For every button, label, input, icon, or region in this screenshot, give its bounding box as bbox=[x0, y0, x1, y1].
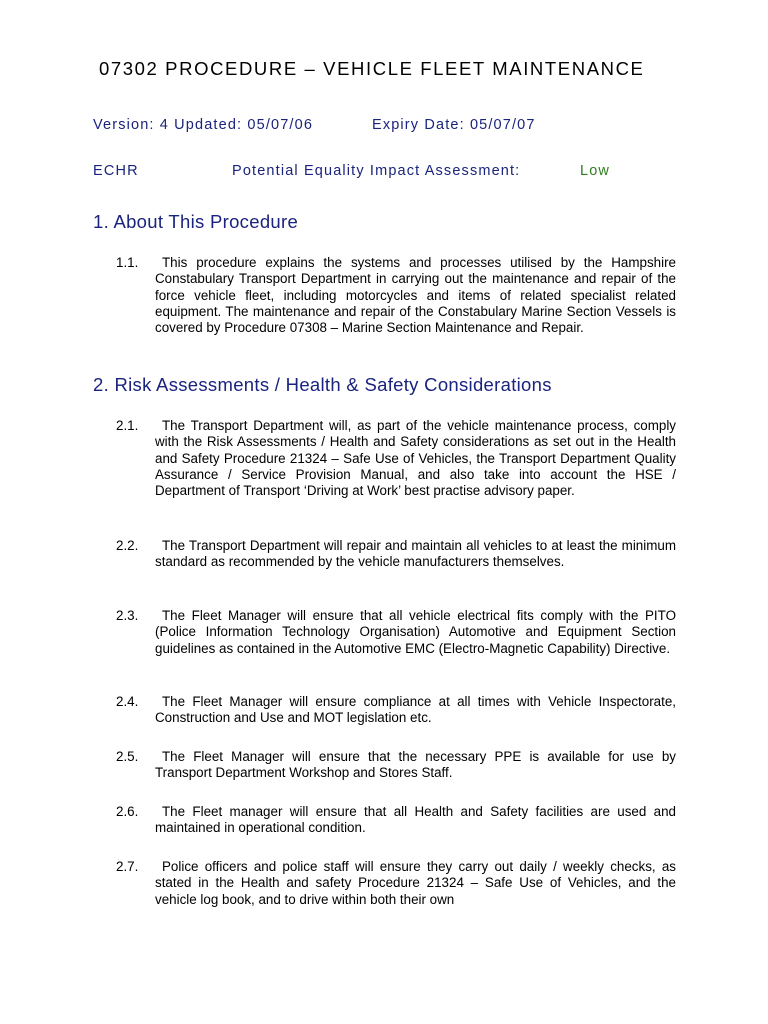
paragraph-text: Police officers and police staff will ensure they carry out daily / weekly checks, as stated in the Health and safety Procedure 21324 – Safe Use of Vehicles, and the vehicle log book, and to drive within both their own bbox=[155, 859, 676, 907]
paragraph-number: 2.5. bbox=[116, 749, 139, 764]
paragraph-2-6 bbox=[116, 804, 676, 837]
version-info: Version: 4 Updated: 05/07/06 bbox=[93, 117, 314, 133]
paragraph-2-3 bbox=[116, 608, 676, 657]
paragraph-1-1 bbox=[116, 255, 676, 336]
paragraph-text: The Fleet Manager will ensure that all vehicle electrical fits comply with the PITO (Police Information Technology Organisation) Automotive and Equipment Section guidelines as contained in the Automotive EMC (Electro-Magnetic Capability) Directive. bbox=[155, 608, 676, 656]
paragraph-number: 2.7. bbox=[116, 859, 139, 874]
section-heading-risk-assessments: 2. Risk Assessments / Health & Safety Considerations bbox=[93, 374, 552, 395]
paragraph-number: 2.2. bbox=[116, 538, 139, 553]
paragraph-text: The Transport Department will repair and maintain all vehicles to at least the minimum standard as recommended by the vehicle manufacturers themselves. bbox=[155, 538, 676, 570]
paragraph-text: This procedure explains the systems and processes utilised by the Hampshire Constabulary Transport Department in carrying out the maintenance and repair of the force vehicle fleet, including motorcycles and items of related specialist related equipment. The maintenance and repair of the Constabulary Marine Section Vessels is covered by Procedure 07308 – Marine Section Maintenance and Repair. bbox=[155, 255, 676, 336]
paragraph-number: 2.6. bbox=[116, 804, 139, 819]
paragraph-number: 2.4. bbox=[116, 694, 139, 709]
paragraph-text: The Fleet Manager will ensure compliance at all times with Vehicle Inspectorate, Construction and Use and MOT legislation etc. bbox=[155, 694, 676, 726]
expiry-date: Expiry Date: 05/07/07 bbox=[372, 117, 536, 133]
section-heading-about: 1. About This Procedure bbox=[93, 211, 299, 232]
equality-assessment-label: Potential Equality Impact Assessment: bbox=[232, 163, 521, 179]
paragraph-2-2 bbox=[116, 538, 676, 571]
paragraph-text: The Transport Department will, as part of the vehicle maintenance process, comply with the Risk Assessments / Health and Safety considerations as set out in the Health and Safety Procedure 21324 – Safe Use of Vehicles, the Transport Department Quality Assurance / Service Provision Manual, and also take into account the HSE / Department of Transport ‘Driving at Work’ best practise advisory paper. bbox=[155, 418, 676, 499]
paragraph-2-1 bbox=[116, 418, 676, 499]
paragraph-2-5 bbox=[116, 749, 676, 782]
paragraph-2-7 bbox=[116, 859, 676, 908]
equality-assessment-value: Low bbox=[580, 163, 611, 179]
paragraph-2-4 bbox=[116, 694, 676, 727]
paragraph-number: 2.3. bbox=[116, 608, 139, 623]
paragraph-number: 1.1. bbox=[116, 255, 139, 270]
paragraph-text: The Fleet Manager will ensure that the necessary PPE is available for use by Transport Department Workshop and Stores Staff. bbox=[155, 749, 676, 781]
document-title: 07302 PROCEDURE – VEHICLE FLEET MAINTENANCE bbox=[99, 58, 645, 79]
echr-label: ECHR bbox=[93, 163, 139, 179]
paragraph-number: 2.1. bbox=[116, 418, 139, 433]
paragraph-text: The Fleet manager will ensure that all Health and Safety facilities are used and maintained in operational condition. bbox=[155, 804, 676, 836]
